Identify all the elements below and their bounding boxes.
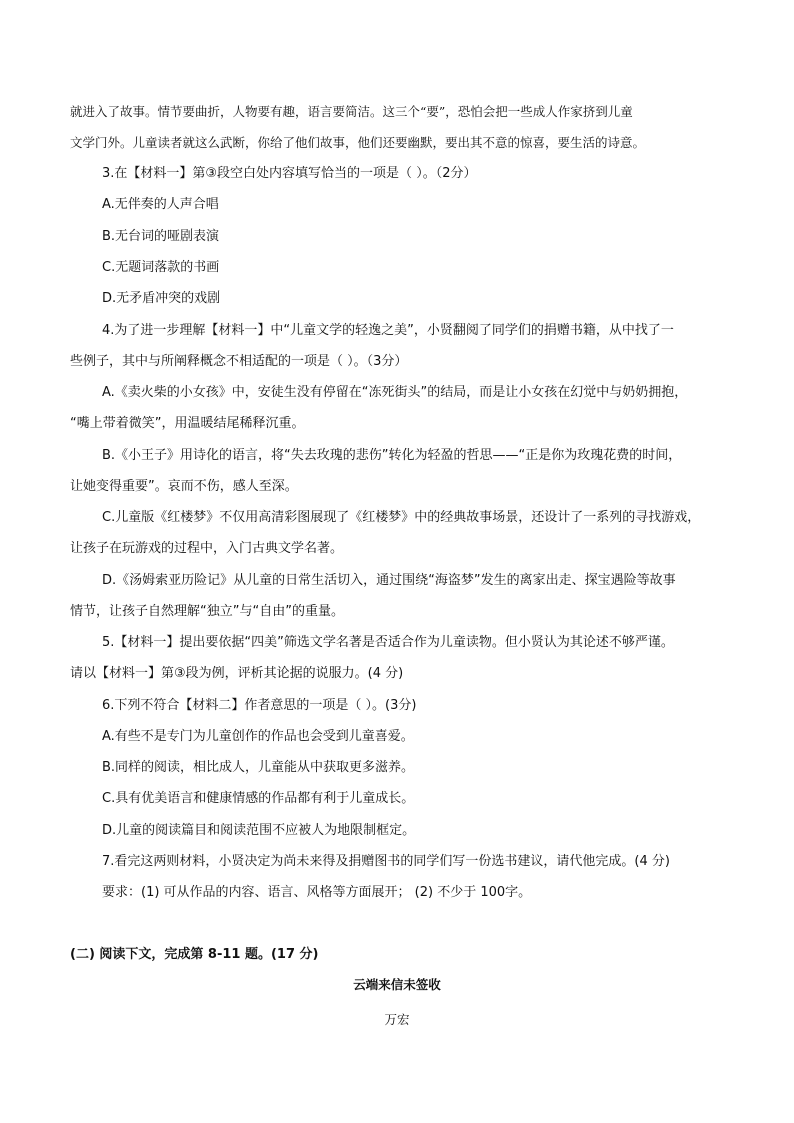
section-heading: (二) 阅读下文，完成第 8-11 题。(17 分): [70, 947, 319, 962]
question-6-stem: 6.下列不符合【材料二】作者意思的一项是（ ）。(3分): [102, 698, 417, 713]
question-5-line: 5.【材料一】提出要依据“四美”筛选文学名著是否适合作为儿童读物。但小贤认为其论述不够严谨。: [102, 635, 674, 650]
question-4-stem-line: 些例子，其中与所阐释概念不相适配的一项是（ ）。（3分）: [70, 354, 408, 369]
question-4-stem-line: 4.为了进一步理解【材料一】中“儿童文学的轻逸之美”，小贤翻阅了同学们的捐赠书籍，从中找了一: [102, 323, 674, 338]
question-6-option-c: C.具有优美语言和健康情感的作品都有利于儿童成长。: [102, 791, 415, 806]
article-title: 云端来信未签收: [353, 977, 441, 992]
question-6-option-d: D.儿童的阅读篇目和阅读范围不应被人为地限制框定。: [102, 823, 416, 838]
question-3-option-c: C.无题词落款的书画: [102, 260, 220, 275]
question-4-option-b-line: 让她变得重要”。哀而不伤，感人至深。: [70, 479, 298, 494]
question-4-option-d-line: 情节，让孩子自然理解“独立”与“自由”的重量。: [70, 604, 344, 619]
question-4-option-c-line: 让孩子在玩游戏的过程中，入门古典文学名著。: [70, 541, 344, 556]
article-author: 万宏: [384, 1012, 410, 1027]
question-3-option-d: D.无矛盾冲突的戏剧: [102, 291, 221, 306]
question-4-option-a-line: “嘴上带着微笑”，用温暖结尾稀释沉重。: [70, 416, 305, 431]
question-6-option-a: A.有些不是专门为儿童创作的作品也会受到儿童喜爱。: [102, 729, 414, 744]
question-4-option-a-line: A.《卖火柴的小女孩》中，安徒生没有停留在“冻死街头”的结局，而是让小女孩在幻觉中与奶奶拥抱，: [102, 385, 688, 400]
question-3-option-a: A.无伴奏的人声合唱: [102, 197, 219, 212]
question-3-stem: 3.在【材料一】第③段空白处内容填写恰当的一项是（ ）。（2分）: [102, 166, 477, 181]
question-3-option-b: B.无台词的哑剧表演: [102, 229, 220, 244]
question-7-requirements: 要求：(1) 可从作品的内容、语言、风格等方面展开； (2) 不少于 100字。: [102, 885, 532, 900]
passage-line: 就进入了故事。情节要曲折，人物要有趣，语言要简洁。这三个“要”，恐怕会把一些成人作家挤到儿童: [70, 104, 633, 119]
passage-line: 文学门外。儿童读者就这么武断，你给了他们故事，他们还要幽默，要出其不意的惊喜，要生活的诗意。: [70, 135, 646, 150]
question-4-option-d-line: D.《汤姆索亚历险记》从儿童的日常生活切入，通过围绕“海盗梦”发生的离家出走、探宝遇险等故事: [102, 573, 676, 588]
question-4-option-b-line: B.《小王子》用诗化的语言，将“失去玫瑰的悲伤”转化为轻盈的哲思——“正是你为玫瑰花费的时间，: [102, 448, 682, 463]
question-7-stem: 7.看完这两则材料，小贤决定为尚未来得及捐赠图书的同学们写一份选书建议，请代他完成。(4 分): [102, 854, 670, 869]
question-6-option-b: B.同样的阅读，相比成人，儿童能从中获取更多滋养。: [102, 760, 415, 775]
question-4-option-c-line: C.儿童版《红楼梦》不仅用高清彩图展现了《红楼梦》中的经典故事场景，还设计了一系列的寻找游戏，: [102, 510, 701, 525]
question-5-line: 请以【材料一】第③段为例，评析其论据的说服力。(4 分): [70, 666, 404, 681]
